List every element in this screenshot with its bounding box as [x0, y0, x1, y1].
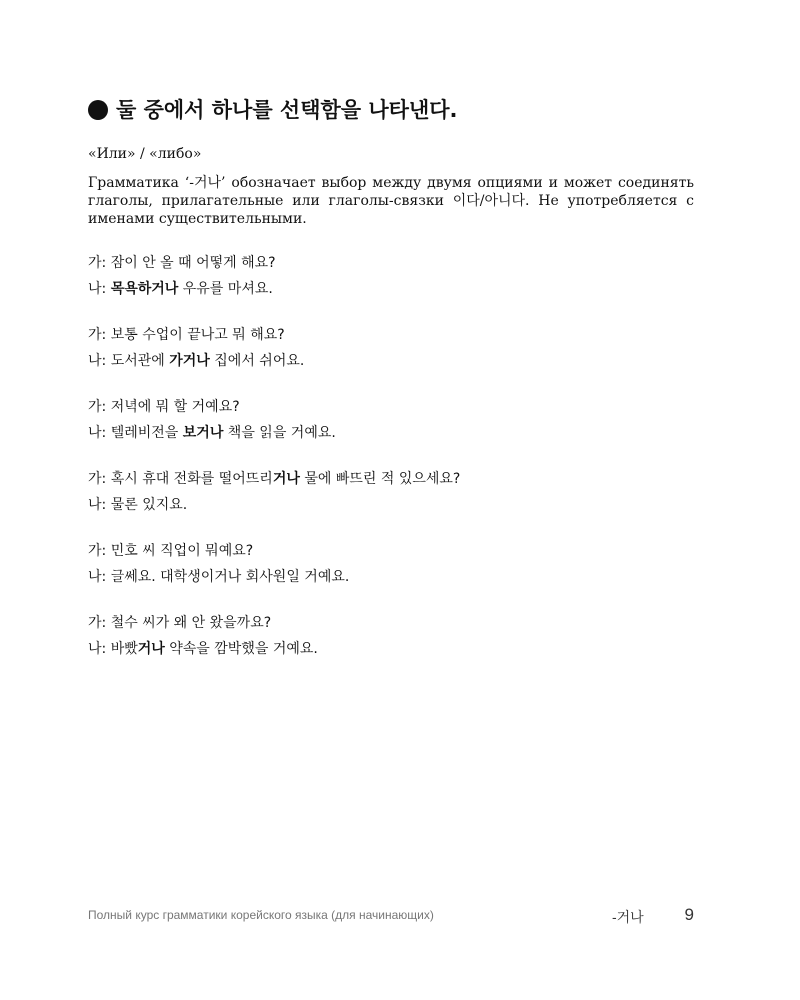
grammar-highlight: 목욕하거나 [110, 281, 179, 297]
dialogue-list [88, 250, 694, 662]
dialogue-1 [88, 250, 694, 302]
dialogue-answer: 나: 도서관에 가거나 집에서 쉬어요. [88, 353, 305, 369]
dialogue-answer: 나: 텔레비전을 보거나 책을 읽을 거예요. [88, 425, 336, 441]
dialogue-question: 가: 잠이 안 올 때 어떻게 해요? [88, 255, 276, 271]
section-heading-text: 둘 중에서 하나를 선택함을 나타낸다. [116, 98, 458, 122]
dialogue-question: 가: 철수 씨가 왜 안 왔을까요? [88, 615, 272, 631]
dialogue-6 [88, 610, 694, 662]
grammar-highlight: 보거나 [182, 425, 224, 441]
dialogue-answer: 나: 글쎄요. 대학생이거나 회사원일 거예요. [88, 569, 350, 585]
dialogue-question: 가: 저녁에 뭐 할 거예요? [88, 399, 240, 415]
translation-subtitle: «Или» / «либо» [88, 146, 202, 162]
grammar-highlight: 거나 [272, 471, 300, 487]
dialogue-3 [88, 394, 694, 446]
footer-topic: -거나 [612, 909, 644, 925]
dialogue-answer: 나: 목욕하거나 우유를 마셔요. [88, 281, 273, 297]
footer-book-title: Полный курс грамматики корейского языка (для начинающих) [88, 908, 434, 922]
page-footer [88, 904, 694, 928]
grammar-highlight: 거나 [137, 641, 165, 657]
dialogue-4 [88, 466, 694, 518]
bullet-icon [88, 100, 108, 120]
grammar-description: Грамматика ‘-거나’ обозначает выбор между двумя опциями и может соединять глаголы, прилагательные или глаголы-связки 이다/아니다. Не употребляется с именами существительными. [88, 175, 694, 227]
section-heading [88, 92, 694, 128]
dialogue-answer: 나: 물론 있지요. [88, 497, 188, 513]
dialogue-answer: 나: 바빴거나 약속을 깜박했을 거예요. [88, 641, 318, 657]
dialogue-question: 가: 보통 수업이 끝나고 뭐 해요? [88, 327, 285, 343]
dialogue-2 [88, 322, 694, 374]
dialogue-question: 가: 민호 씨 직업이 뭐예요? [88, 543, 254, 559]
dialogue-5 [88, 538, 694, 590]
page-content [88, 92, 694, 682]
page-number: 9 [684, 905, 694, 924]
grammar-highlight: 가거나 [169, 353, 210, 369]
dialogue-question: 가: 혹시 휴대 전화를 떨어뜨리거나 물에 빠뜨린 적 있으세요? [88, 471, 461, 487]
